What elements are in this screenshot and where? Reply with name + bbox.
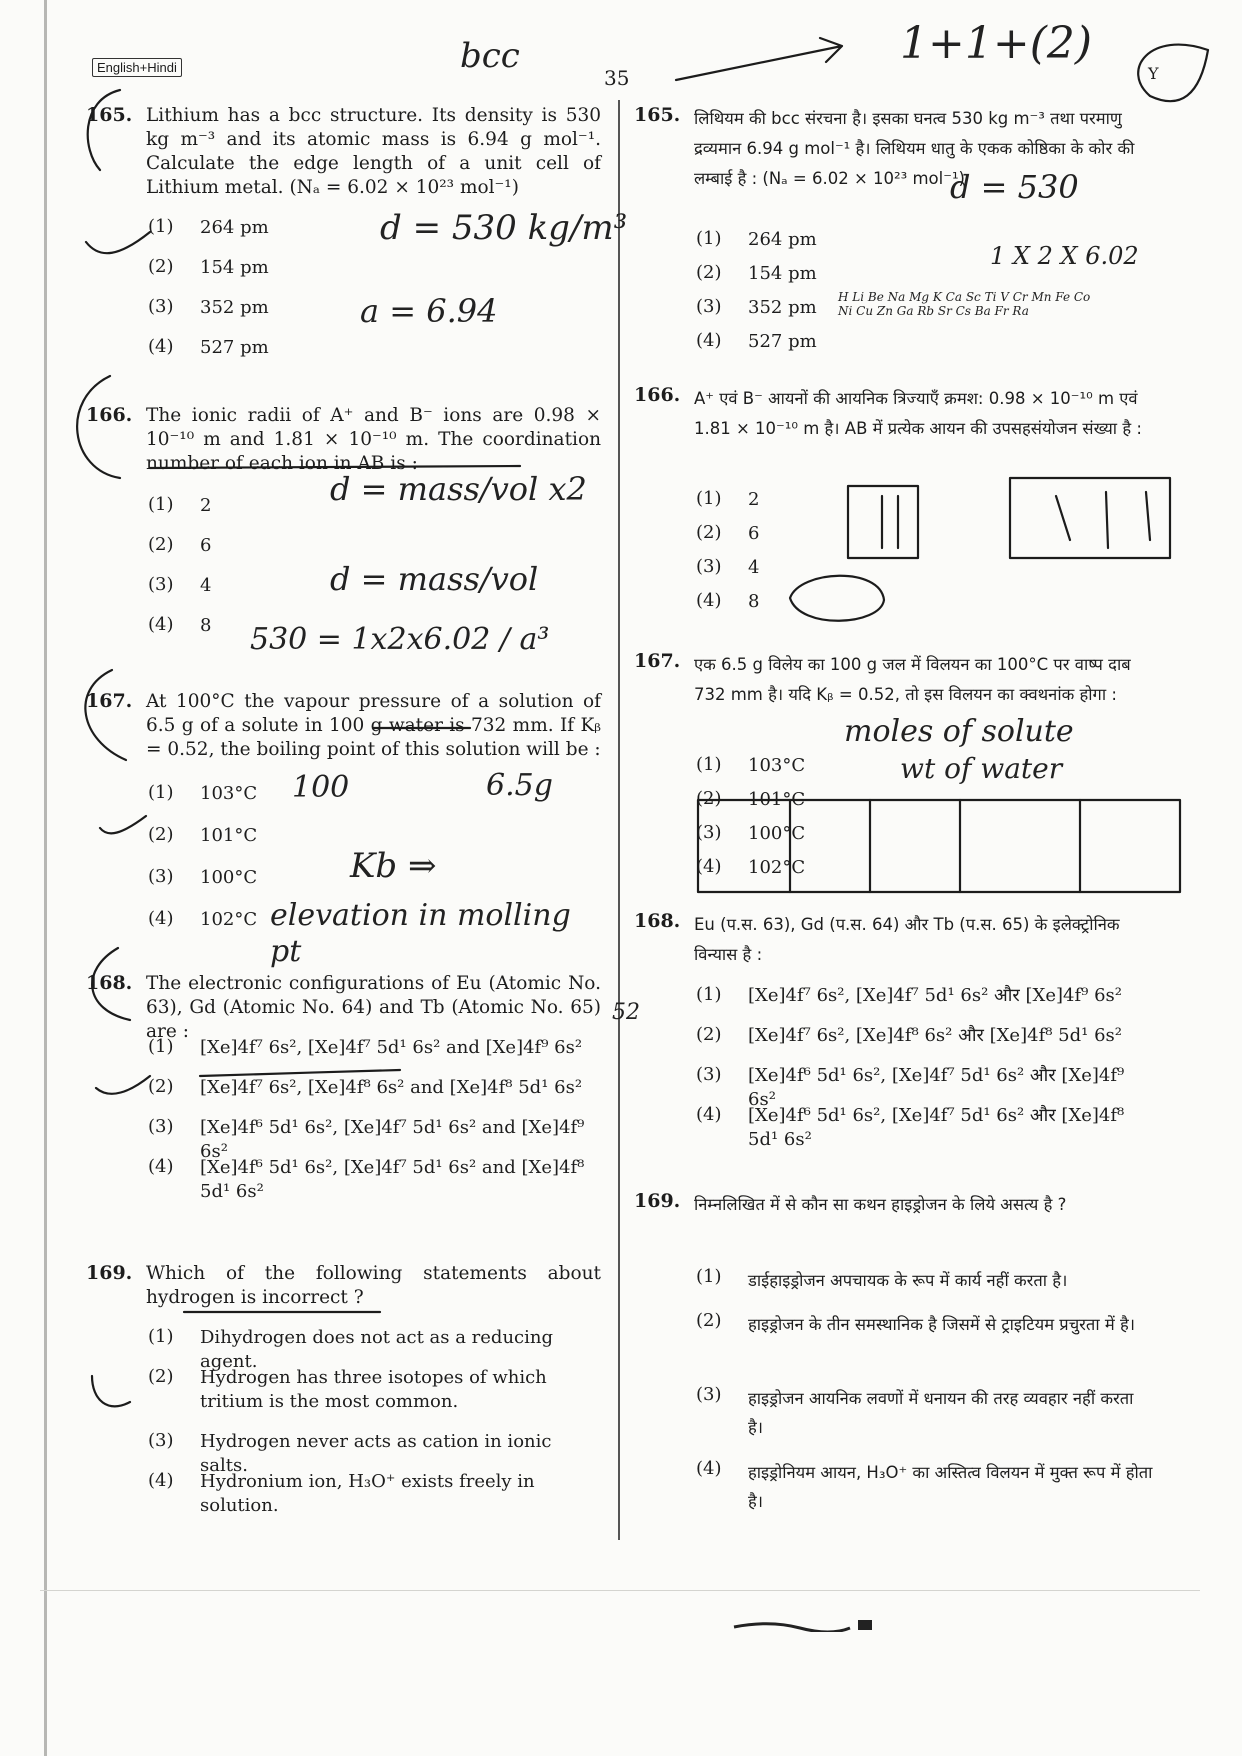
question-text: At 100°C the vapour pressure of a solution of 6.5 g of a solute in 100 g water is 732 mm. If Kᵦ = 0.52, the boiling point of this solution will be :	[146, 691, 601, 760]
question-number: 167.	[86, 690, 133, 712]
handwriting-52: 52	[612, 1000, 640, 1025]
question-number: 168.	[634, 910, 681, 932]
question-number: 169.	[86, 1262, 133, 1284]
handwriting-right-product: 1 X 2 X 6.02	[990, 242, 1139, 270]
language-badge: English+Hindi	[92, 58, 182, 77]
question-text: लिथियम की bcc संरचना है। इसका घनत्व 530 kg m⁻³ तथा परमाणु द्रव्यमान 6.94 g mol⁻¹ है। लिथियम धातु के एकक कोष्ठिका के कोर की लम्बाई है : (Nₐ = 6.02 × 10²³ mol⁻¹)	[694, 109, 1135, 188]
handwriting-formula-1: d = mass/vol x2	[330, 470, 587, 508]
question-text: Lithium has a bcc structure. Its density is 530 kg m⁻³ and its atomic mass is 6.94 g mol⁻¹. Calculate the edge length of a unit cell of Lithium metal. (Nₐ = 6.02 × 10²³ mol⁻¹)	[146, 105, 601, 198]
handwriting-water: wt of water	[900, 752, 1063, 785]
question-text: Eu (प.स. 63), Gd (प.स. 64) और Tb (प.स. 65) के इलेक्ट्रोनिक विन्यास है :	[694, 915, 1120, 964]
question-number: 167.	[634, 650, 681, 672]
handwriting-elevation: elevation in molling pt	[270, 898, 571, 969]
question-number: 169.	[634, 1190, 681, 1212]
question-text: A⁺ एवं B⁻ आयनों की आयनिक त्रिज्याएँ क्रमश: 0.98 × 10⁻¹⁰ m एवं 1.81 × 10⁻¹⁰ m है। AB में प्रत्येक आयन की उपसहसंयोजन संख्या है :	[694, 389, 1142, 438]
handwriting-100: 100	[292, 770, 350, 805]
handwriting-a-value: a = 6.94	[360, 292, 498, 330]
question-text: The ionic radii of A⁺ and B⁻ ions are 0.98 × 10⁻¹⁰ m and 1.81 × 10⁻¹⁰ m. The coordination number of each ion in AB is :	[146, 405, 601, 474]
question-text: निम्नलिखित में से कौन सा कथन हाइड्रोजन के लिये असत्य है ?	[694, 1195, 1067, 1214]
handwriting-kb: Kb ⇒	[350, 846, 437, 886]
handwriting-formula-3: 530 = 1x2x6.02 / a³	[250, 622, 550, 657]
question-text: एक 6.5 g विलेय का 100 g जल में विलयन का 100°C पर वाष्प दाब 732 mm है। यदि Kᵦ = 0.52, तो इस विलयन का क्वथनांक होगा :	[694, 655, 1131, 704]
handwriting-density: d = 530 kg/m³	[380, 208, 628, 248]
exam-page: English+Hindi 35 165. Lithium has a bcc structure. Its density is 530 kg m⁻³ and its atomic mass is 6.94 g mol⁻¹. Calculate the edge length of a unit cell of Lithium metal. (Nₐ = 6.02 × 10²³ mol⁻¹) (1) 264 pm (2) 154 pm (3) 352 pm (4) 527 pm 166. The ionic radii of A⁺ and B⁻ ions are 0.98 × 10⁻¹⁰ m and 1.81 × 10⁻¹⁰ m. The coordination number of each ion in AB is : (1) 2 (2) 6 (3) 4 (4) 8 167. At 100°C the vapour pressure of a solution of 6.5 g of a solute in 100 g water is 732 mm. If Kᵦ = 0.52, the boiling point of this solution will be : (1) 103°C (2) 101°C (3) 100°C (4) 102°C 168. The electronic configurations of Eu (Atomic No. 63), Gd (Atomic No. 64) and Tb (Atomic No. 65) are : (1) [Xe]4f⁷ 6s², [Xe]4f⁷ 5d¹ 6s² and [Xe]4f⁹ 6s² (2) [Xe]4f⁷ 6s², [Xe]4f⁸ 6s² and [Xe]4f⁸ 5d¹ 6s² (3) [Xe]4f⁶ 5d¹ 6s², [Xe]4f⁷ 5d¹ 6s² and [Xe]4f⁹ 6s² (4) [Xe]4f⁶ 5d¹ 6s², [Xe]4f⁷ 5d¹ 6s² and [Xe]4f⁸ 5d¹ 6s² 169. Which of the following statements about hydrogen is incorrect ? (1) Dihydrogen does not act as a reducing agent. (2) Hydrogen has three isotopes of which tritium is the most common. (3) Hydrogen never acts as cation in ionic salts. (4) Hydronium ion, H₃O⁺ exists freely in solution. 165. लिथियम की bcc संरचना है। इसका घनत्व 530 kg m⁻³ तथा परमाणु द्रव्यमान 6.94 g mol⁻¹ है। लिथियम धातु के एकक कोष्ठिका के कोर की लम्बाई है : (Nₐ = 6.02 × 10²³ mol⁻¹) (1) 264 pm (2) 154 pm (3) 352 pm (4) 527 pm 166. A⁺ एवं B⁻ आयनों की आयनिक त्रिज्याएँ क्रमश: 0.98 × 10⁻¹⁰ m एवं 1.81 × 10⁻¹⁰ m है। AB में प्रत्येक आयन की उपसहसंयोजन संख्या है : (1) 2 (2) 6 (3) 4 (4) 8 167. एक 6.5 g विलेय का 100 g जल में विलयन का 100°C पर वाष्प दाब 732 mm है। यदि Kᵦ = 0.52, तो इस विलयन का क्वथनांक होगा : (1) 103°C (2) 101°C (3) 100°C (4) 102°C 168. Eu (प.स. 63), Gd (प.स. 64) और Tb (प.स. 65) के इलेक्ट्रोनिक विन्यास है : (1) [Xe]4f⁷ 6s², [Xe]4f⁷ 5d¹ 6s² और [Xe]4f⁹ 6s² (2) [Xe]4f⁷ 6s², [Xe]4f⁸ 6s² और [Xe]4f⁸ 5d¹ 6s² (3) [Xe]4f⁶ 5d¹ 6s², [Xe]4f⁷ 5d¹ 6s² और [Xe]4f⁹ 6s² (4) [Xe]4f⁶ 5d¹ 6s², [Xe]4f⁷ 5d¹ 6s² और [Xe]4f⁸ 5d¹ 6s² 169. निम्नलिखित में से कौन सा कथन हाइड्रोजन के लिये असत्य है ? (1) डाईहाइड्रोजन अपचायक के रूप में कार्य नहीं करता है। (2) हाइड्रोजन के तीन समस्थानिक है जिसमें से ट्राइटियम प्रचुरता में है। (3) हाइड्रोजन आयनिक लवणों में धनायन की तरह व्यवहार नहीं करता है। (4) हाइड्रोनियम आयन, H₃O⁺ का अस्तित्व विलयन में मुक्त रूप में होता है। bcc 1+1+(2) Y d = 530 kg/m³ a = 6.94 d = 530 1 X 2 X 6.02 H Li Be Na Mg K Ca Sc Ti V Cr Mn Fe Co Ni Cu Zn Ga Rb Sr Cs Ba Fr Ra d = mass/vol x2 d = mass/vol 530 = 1x2x6.02 / a³ 100 6.5g Kb ⇒ elevation in molling pt moles of solute wt of water 52	[0, 0, 1242, 1756]
handwriting-6-5g: 6.5g	[486, 768, 553, 803]
bottom-rule	[40, 1590, 1200, 1591]
question-number: 166.	[86, 404, 133, 426]
corner-mark: Y	[1148, 64, 1159, 83]
question-text: The electronic configurations of Eu (Atomic No. 63), Gd (Atomic No. 64) and Tb (Atomic No. 65) are :	[146, 973, 601, 1042]
question-text: Which of the following statements about hydrogen is incorrect ?	[146, 1263, 601, 1308]
handwriting-moles: moles of solute	[844, 714, 1074, 749]
handwriting-formula-2: d = mass/vol	[330, 560, 539, 598]
handwriting-answer-key: 1+1+(2)	[900, 18, 1093, 69]
handwriting-bcc: bcc	[460, 36, 520, 76]
question-number: 168.	[86, 972, 133, 994]
page-number: 35	[604, 66, 630, 90]
question-number: 165.	[634, 104, 681, 126]
question-number: 165.	[86, 104, 133, 126]
question-number: 166.	[634, 384, 681, 406]
handwriting-right-density: d = 530	[950, 168, 1079, 206]
handwriting-elements: H Li Be Na Mg K Ca Sc Ti V Cr Mn Fe Co Ni Cu Zn Ga Rb Sr Cs Ba Fr Ra	[838, 290, 1091, 318]
footer-mark-icon	[730, 1618, 880, 1632]
